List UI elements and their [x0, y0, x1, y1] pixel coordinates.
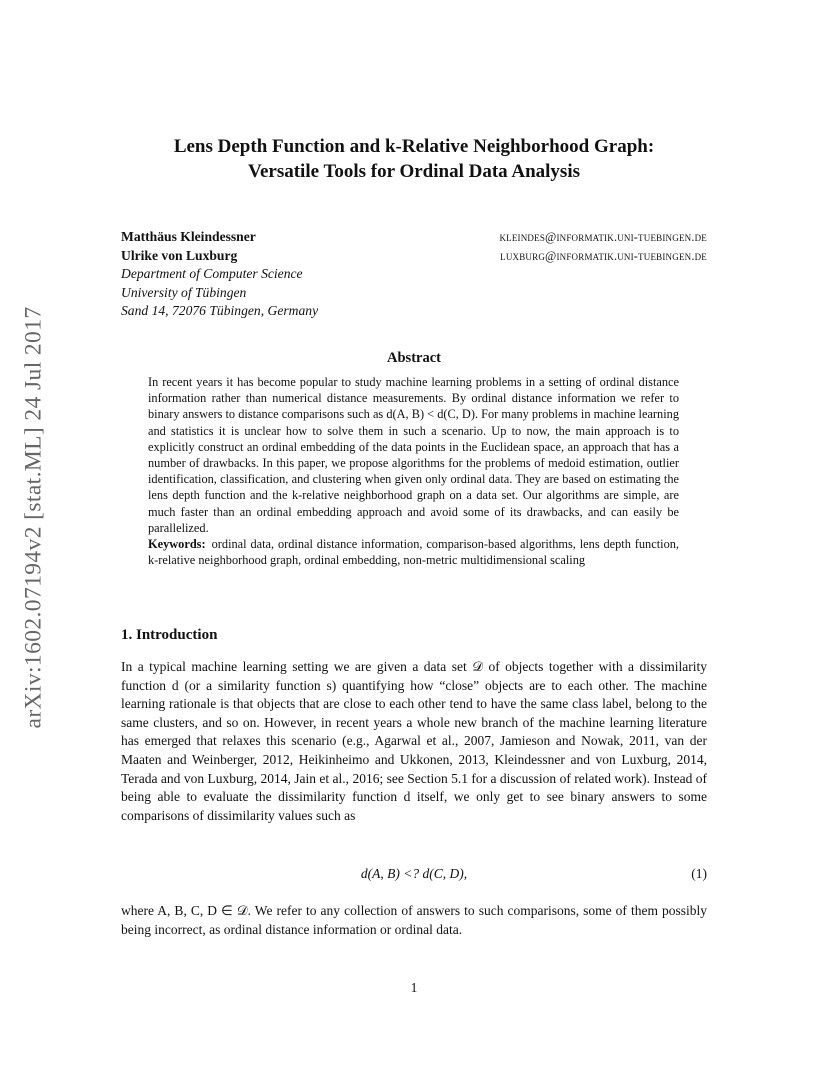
title-line-1: Lens Depth Function and k-Relative Neighborhood Graph:	[173, 136, 655, 157]
paragraph-text: In a typical machine learning setting we are given a data set 𝒟 of objects together with a dissimilarity function d (or a similarity function s) quantifying how “close” objects are to each other. The machine learning rationale is that objects that are close to each other tend to have the same class label, belong to the same clusters, and so on. However, in recent years a whole new branch of the machine learning literature has emerged that relaxes this scenario (e.g., Agarwal et al., 2007, Jamieson and Nowak, 2011, van der Maaten and Weinberger, 2012, Heikinheimo and Ukkonen, 2013, Kleindessner and von Luxburg, 2014, Terada and von Luxburg, 2014, Jain et al., 2016; see Section 5.1 for a discussion of related work). Instead of being able to evaluate the dissimilarity function d itself, we only get to see binary answers to some comparisons of dissimilarity values such as	[121, 659, 707, 823]
page-number: 1	[410, 980, 418, 995]
keywords-paragraph	[148, 536, 679, 568]
author-name: Matthäus Kleindessner	[121, 229, 256, 244]
affiliation-university: University of Tübingen	[121, 284, 247, 300]
intro-paragraph-2	[121, 902, 707, 939]
author-email: luxburg@informatik.uni-tuebingen.de	[500, 248, 707, 263]
author-row	[121, 247, 707, 266]
section-heading: 1. Introduction	[121, 627, 218, 643]
arxiv-identifier: arXiv:1602.07194v2 [stat.ML] 24 Jul 2017	[20, 306, 47, 729]
equation-expression: d(A, B) <? d(C, D),	[360, 866, 468, 881]
paper-title	[100, 134, 728, 184]
keywords-text: ordinal data, ordinal distance information, comparison-based algorithms, lens depth function, k-relative neighborhood graph, ordinal embedding, non-metric multidimensional scaling	[148, 537, 679, 568]
keywords-label: Keywords:	[148, 537, 206, 552]
abstract-text: In recent years it has become popular to study machine learning problems in a setting of ordinal distance information rather than numerical distance measurements. By ordinal distance information we refer to binary answers to distance comparisons such as d(A, B) < d(C, D). For many problems in machine learning and statistics it is unclear how to solve them in such a scenario. Up to now, the main approach is to explicitly construct an ordinal embedding of the data points in the Euclidean space, an approach that has a number of drawbacks. In this paper, we propose algorithms for the problems of medoid estimation, outlier identification, classification, and clustering when given only ordinal data. They are based on estimating the lens depth function and the k-relative neighborhood graph on a data set. Our algorithms are simple, are much faster than an ordinal embedding approach and avoid some of its drawbacks, and can easily be parallelized.	[148, 375, 679, 535]
author-block	[121, 228, 707, 321]
arxiv-stamp	[14, 290, 54, 745]
affiliation-address: Sand 14, 72076 Tübingen, Germany	[121, 303, 319, 318]
affiliation-department: Department of Computer Science	[121, 266, 303, 281]
equation-number: (1)	[691, 866, 707, 881]
intro-paragraph-1	[121, 658, 707, 825]
display-equation	[121, 858, 707, 888]
abstract-heading: Abstract	[387, 350, 441, 366]
author-email: kleindes@informatik.uni-tuebingen.de	[499, 230, 707, 244]
title-line-2: Versatile Tools for Ordinal Data Analysis	[247, 161, 581, 182]
abstract-body	[148, 374, 679, 568]
paragraph-text: where A, B, C, D ∈ 𝒟. We refer to any collection of answers to such comparisons, some of them possibly being incorrect, as ordinal distance information or ordinal data.	[121, 903, 707, 937]
author-name: Ulrike von Luxburg	[121, 247, 238, 263]
author-row	[121, 228, 707, 247]
